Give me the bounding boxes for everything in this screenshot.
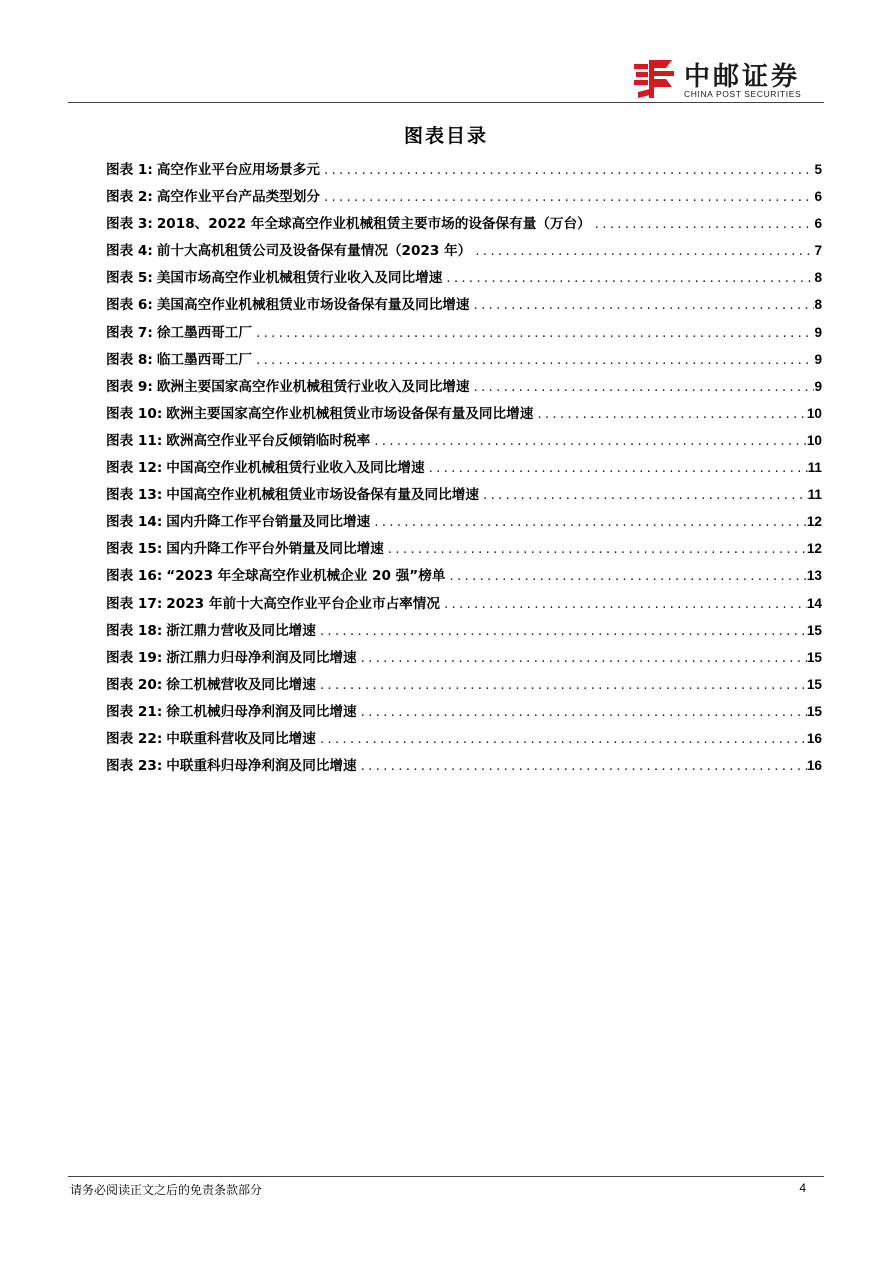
toc-entry[interactable]	[106, 212, 822, 239]
footer-disclaimer: 请务必阅读正文之后的免责条款部分	[70, 1183, 263, 1197]
toc-entry-title: 美国高空作业机械租赁业市场设备保有量及同比增速	[156, 297, 470, 314]
toc-entry-leader	[469, 297, 814, 313]
toc-entry-title: 国内升降工作平台外销量及同比增速	[166, 541, 384, 558]
toc-entry-page: 10	[806, 405, 822, 421]
page-header	[68, 50, 824, 104]
toc-entry-page: 11	[807, 487, 822, 503]
toc-entry[interactable]	[106, 673, 822, 700]
footer-page-number: 4	[799, 1181, 806, 1195]
toc-entry-leader	[440, 596, 807, 612]
toc-entry-leader	[357, 758, 807, 774]
toc-entry-label: 图表 23:	[106, 758, 163, 775]
toc-entry-title: 国内升降工作平台销量及同比增速	[166, 514, 371, 531]
toc-entry-page: 12	[806, 541, 822, 557]
toc-entry-leader	[370, 433, 807, 449]
brand-name-cn: 中邮证券	[684, 62, 801, 92]
toc-entry[interactable]	[106, 266, 822, 293]
toc-entry[interactable]	[106, 592, 822, 619]
toc-entry-leader	[469, 379, 814, 395]
toc-entry-label: 图表 15:	[106, 541, 163, 558]
toc-entry-title: 欧洲主要国家高空作业机械租赁行业收入及同比增速	[156, 378, 470, 395]
toc-entry[interactable]	[106, 429, 822, 456]
toc-entry-leader	[320, 162, 814, 178]
toc-entry-label: 图表 22:	[106, 730, 163, 747]
toc-entry-label: 图表 1:	[106, 162, 153, 178]
toc-entry-label: 图表 21:	[106, 703, 163, 720]
toc-entry-label: 图表 4:	[106, 243, 153, 260]
toc-entry-page: 15	[806, 649, 822, 665]
toc-entry[interactable]	[106, 510, 822, 537]
toc-entry[interactable]	[106, 483, 822, 510]
toc-entry-title: 中国高空作业机械租赁业市场设备保有量及同比增速	[166, 487, 479, 504]
toc-entry-page: 14	[806, 595, 822, 611]
toc-entry-leader	[533, 406, 807, 422]
toc-entry-leader	[425, 460, 808, 476]
toc-entry-label: 图表 17:	[106, 595, 163, 612]
toc-entry-title: 徐工机械归母净利润及同比增速	[166, 703, 357, 720]
toc-entry[interactable]	[106, 239, 822, 266]
footer-divider	[68, 1176, 824, 1177]
toc-entry-leader	[252, 325, 814, 341]
toc-entry[interactable]	[106, 293, 822, 320]
page-title: 图表目录	[403, 125, 488, 147]
toc-entry-label: 图表 6:	[106, 297, 153, 314]
toc-entry-title: 欧洲高空作业平台反倾销临时税率	[166, 432, 371, 449]
toc-entry-page: 16	[806, 758, 822, 774]
toc-entry-leader	[357, 704, 807, 720]
toc-entry[interactable]	[106, 700, 822, 727]
toc-entry[interactable]	[106, 375, 822, 402]
toc-entry-title: 徐工机械营收及同比增速	[166, 676, 316, 693]
toc-entry-label: 图表 10:	[106, 405, 163, 422]
toc-entry-label: 图表 19:	[106, 649, 163, 666]
toc-entry-title: 浙江鼎力归母净利润及同比增速	[166, 649, 357, 666]
toc-entry[interactable]	[106, 185, 822, 212]
toc-entry-page: 15	[806, 703, 822, 719]
toc-entry-leader	[252, 352, 814, 368]
brand-name-en: CHINA POST SECURITIES	[684, 89, 802, 99]
toc-entry-label: 图表 2:	[106, 189, 153, 206]
toc-entry-leader	[316, 731, 807, 747]
toc-entry-leader	[384, 541, 807, 557]
brand-logo	[632, 56, 824, 102]
toc-entry[interactable]	[106, 537, 822, 564]
toc-entry-title: “2023 年全球高空作业机械企业 20 强”榜单	[166, 568, 446, 585]
toc-entry[interactable]	[106, 402, 822, 429]
toc-entry-label: 图表 8:	[106, 351, 153, 368]
toc-entry-title: 高空作业平台产品类型划分	[156, 189, 320, 206]
toc-entry-label: 图表 16:	[106, 568, 163, 585]
toc-entry-title: 徐工墨西哥工厂	[156, 324, 252, 341]
toc-entry-leader	[442, 270, 814, 286]
toc-entry-label: 图表 7:	[106, 324, 153, 341]
chart-index-list	[106, 158, 822, 781]
toc-entry-leader	[479, 487, 808, 503]
toc-entry-leader	[445, 568, 806, 584]
toc-entry-leader	[316, 677, 807, 693]
china-post-logo-icon	[632, 58, 676, 100]
toc-entry-page: 6	[814, 216, 822, 232]
toc-entry-label: 图表 9:	[106, 378, 153, 395]
toc-entry[interactable]	[106, 646, 822, 673]
toc-entry-leader	[471, 243, 814, 259]
toc-entry-title: 中国高空作业机械租赁行业收入及同比增速	[166, 460, 425, 477]
toc-entry[interactable]	[106, 564, 822, 591]
toc-entry-title: 前十大高机租赁公司及设备保有量情况（2023 年）	[156, 243, 472, 260]
toc-entry-label: 图表 13:	[106, 487, 163, 504]
toc-entry-page: 9	[814, 351, 822, 367]
toc-entry-label: 图表 3:	[106, 216, 153, 233]
toc-entry-label: 图表 11:	[106, 432, 163, 449]
toc-entry-title: 临工墨西哥工厂	[156, 351, 252, 368]
toc-entry-page: 10	[806, 432, 822, 448]
toc-entry[interactable]	[106, 321, 822, 348]
toc-entry-page: 6	[814, 189, 822, 205]
toc-entry-page: 7	[814, 243, 822, 259]
toc-entry-leader	[370, 514, 807, 530]
toc-entry-page: 9	[814, 324, 822, 340]
toc-entry-page: 16	[806, 730, 822, 746]
toc-entry-title: 中联重科营收及同比增速	[166, 730, 316, 747]
toc-entry-page: 8	[814, 297, 822, 313]
toc-entry-title: 2018、2022 年全球高空作业机械租赁主要市场的设备保有量（万台）	[156, 216, 591, 233]
toc-entry[interactable]	[106, 456, 822, 483]
toc-entry-page: 9	[814, 378, 822, 394]
toc-entry-label: 图表 14:	[106, 514, 163, 531]
toc-entry-page: 15	[806, 676, 822, 692]
toc-entry-label: 图表 18:	[106, 622, 163, 639]
toc-entry[interactable]	[106, 158, 822, 185]
header-divider	[68, 102, 824, 103]
toc-entry-page: 15	[806, 622, 822, 638]
toc-entry[interactable]	[106, 348, 822, 375]
toc-entry-title: 美国市场高空作业机械租赁行业收入及同比增速	[156, 270, 443, 287]
toc-entry-label: 图表 5:	[106, 270, 153, 287]
toc-entry-leader	[316, 623, 807, 639]
toc-entry-title: 欧洲主要国家高空作业机械租赁业市场设备保有量及同比增速	[166, 405, 534, 422]
toc-entry-page: 8	[814, 270, 822, 286]
toc-entry-label: 图表 20:	[106, 676, 163, 693]
toc-entry[interactable]	[106, 619, 822, 646]
toc-entry-page: 13	[806, 568, 822, 584]
toc-entry-title: 高空作业平台应用场景多元	[156, 162, 320, 178]
toc-entry-page: 12	[806, 514, 822, 530]
toc-entry-leader	[357, 650, 807, 666]
toc-entry[interactable]	[106, 754, 822, 781]
toc-entry-title: 浙江鼎力营收及同比增速	[166, 622, 316, 639]
toc-entry-title: 中联重科归母净利润及同比增速	[166, 758, 357, 775]
toc-entry[interactable]	[106, 727, 822, 754]
toc-entry-leader	[591, 216, 815, 232]
toc-entry-page: 11	[807, 460, 822, 476]
toc-entry-page: 5	[814, 162, 822, 177]
toc-entry-title: 2023 年前十大高空作业平台企业市占率情况	[166, 595, 440, 612]
toc-entry-leader	[320, 189, 814, 205]
toc-entry-label: 图表 12:	[106, 460, 163, 477]
